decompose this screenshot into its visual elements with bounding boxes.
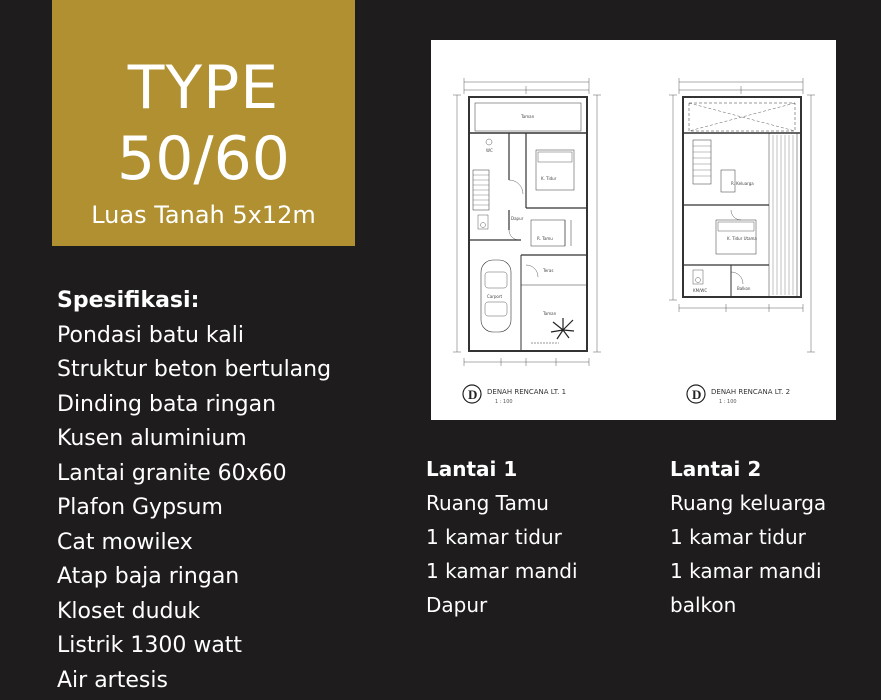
type-title: TYPE — [127, 53, 280, 123]
floor-2-list — [670, 486, 880, 622]
floor-item: 1 kamar tidur — [670, 525, 806, 549]
floor-item: 1 kamar tidur — [426, 525, 562, 549]
room-label: Taman — [543, 311, 557, 316]
room-label: K. Tidur — [541, 176, 557, 181]
spec-item: Dinding bata ringan — [57, 391, 277, 417]
spec-item: Lantai granite 60x60 — [57, 460, 287, 486]
floor-item: Ruang keluarga — [670, 491, 827, 515]
plan-2-scale: 1 : 100 — [719, 399, 737, 405]
floor-item: Dapur — [426, 593, 488, 617]
spec-item: Struktur beton bertulang — [57, 357, 332, 382]
floor-1-section — [426, 452, 636, 622]
floor-plan-2 — [669, 78, 815, 352]
logo-letter: D — [692, 387, 702, 402]
room-label: Balkon — [737, 286, 751, 291]
spec-item: Kusen aluminium — [57, 426, 247, 451]
logo-letter: D — [468, 387, 478, 402]
floor-2-title: Lantai 2 — [670, 457, 762, 481]
spec-item: Plafon Gypsum — [57, 495, 223, 520]
room-label: Taman — [521, 114, 535, 119]
room-label: Teras — [543, 268, 554, 273]
floor-item: balkon — [670, 593, 737, 617]
land-area: Luas Tanah 5x12m — [91, 201, 316, 229]
floor-plan-drawing — [431, 40, 836, 420]
specification-list — [57, 319, 397, 699]
type-badge — [52, 0, 355, 246]
spec-item: Kloset duduk — [57, 598, 201, 624]
type-number: 50/60 — [117, 124, 290, 194]
spec-item: Cat mowilex — [57, 529, 193, 555]
room-label: K. Tidur Utama — [727, 236, 757, 241]
room-label: R. Keluarga — [731, 181, 754, 186]
floor-item: 1 kamar mandi — [426, 559, 578, 583]
room-label: KM/WC — [693, 288, 708, 293]
floor-plan-2-room-labels — [693, 181, 757, 293]
room-label: Carport — [487, 294, 503, 299]
floor-item: 1 kamar mandi — [670, 559, 822, 583]
spec-item: Pondasi batu kali — [57, 322, 244, 348]
floor-1-title: Lantai 1 — [426, 457, 518, 481]
floor-plan-1 — [453, 78, 601, 366]
floor-1-list — [426, 486, 636, 622]
room-label: R. Tamu — [537, 236, 553, 241]
plan-1-caption: DENAH RENCANA LT. 1 — [487, 388, 567, 396]
plan-1-scale: 1 : 100 — [495, 399, 513, 405]
room-label: Dapur — [511, 216, 524, 221]
spec-item: Air artesis — [57, 667, 168, 693]
specification-section — [57, 284, 397, 698]
floor-item: Ruang Tamu — [426, 491, 549, 515]
spec-item: Listrik 1300 watt — [57, 633, 243, 658]
plan-2-caption: DENAH RENCANA LT. 2 — [711, 388, 791, 396]
floor-2-section — [670, 452, 880, 622]
plan-1-caption-block — [463, 385, 566, 405]
room-label: WC — [486, 148, 493, 153]
specification-heading: Spesifikasi: — [57, 288, 200, 313]
plan-2-caption-block — [687, 385, 790, 405]
floor-plan-image — [431, 40, 836, 420]
spec-item: Atap baja ringan — [57, 564, 240, 589]
